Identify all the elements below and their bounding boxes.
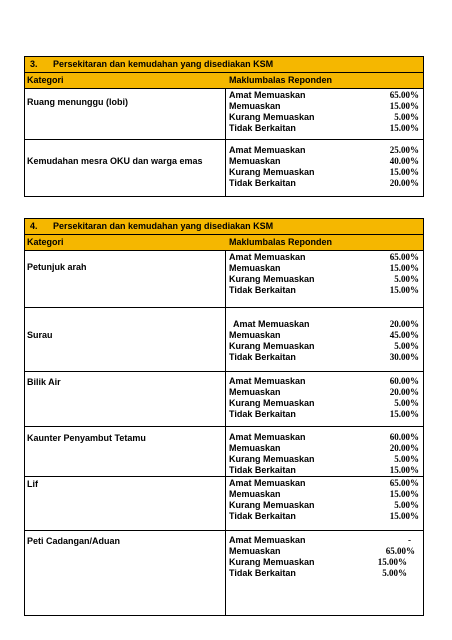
column-header-kategori: Kategori xyxy=(27,237,64,247)
category-label: Kemudahan mesra OKU dan warga emas xyxy=(27,156,203,166)
response-label: Kurang Memuaskan xyxy=(229,454,315,464)
row-separator xyxy=(25,307,423,308)
response-line xyxy=(229,465,419,476)
response-line xyxy=(229,443,419,454)
row-separator xyxy=(25,476,423,477)
response-line xyxy=(229,557,419,568)
response-value: 15.00% xyxy=(389,489,419,499)
response-group xyxy=(229,145,419,189)
response-group xyxy=(229,432,419,476)
response-label: Memuaskan xyxy=(229,387,281,397)
response-line xyxy=(229,352,419,363)
column-divider xyxy=(225,89,226,196)
column-header-bar xyxy=(25,73,423,89)
category-label: Lif xyxy=(27,479,38,489)
response-label: Memuaskan xyxy=(229,263,281,273)
column-divider xyxy=(225,251,226,615)
response-value: 65.00% xyxy=(389,90,419,100)
response-label: Tidak Berkaitan xyxy=(229,409,296,419)
response-value: 60.00% xyxy=(389,432,419,442)
response-value: 65.00% xyxy=(389,252,419,262)
response-value: 5.00% xyxy=(394,112,419,122)
response-label: Kurang Memuaskan xyxy=(229,167,315,177)
section-title-bar xyxy=(25,219,423,235)
response-line xyxy=(229,285,419,296)
section-title-bar xyxy=(25,57,423,73)
response-label: Amat Memuaskan xyxy=(229,432,306,442)
section-title: Persekitaran dan kemudahan yang disediakan KSM xyxy=(53,221,274,231)
response-line xyxy=(229,409,419,420)
response-value: 5.00% xyxy=(394,341,419,351)
response-value: 15.00% xyxy=(389,263,419,273)
response-group xyxy=(229,252,419,296)
response-group xyxy=(229,90,419,134)
response-line xyxy=(229,156,419,167)
response-label: Memuaskan xyxy=(229,489,281,499)
response-value: 15.00% xyxy=(389,409,419,419)
response-line xyxy=(229,568,419,579)
response-group xyxy=(229,319,419,363)
response-label: Tidak Berkaitan xyxy=(229,511,296,521)
response-value: 15.00% xyxy=(377,557,407,567)
section-3-table xyxy=(24,56,424,197)
response-line xyxy=(229,478,419,489)
response-label: Tidak Berkaitan xyxy=(229,285,296,295)
response-line xyxy=(229,252,419,263)
response-line xyxy=(229,319,419,330)
response-label: Amat Memuaskan xyxy=(229,145,306,155)
response-value: 15.00% xyxy=(389,285,419,295)
response-label: Amat Memuaskan xyxy=(229,90,306,100)
response-line xyxy=(229,500,419,511)
response-value: 60.00% xyxy=(389,376,419,386)
response-line xyxy=(229,101,419,112)
response-line xyxy=(229,145,419,156)
response-label: Memuaskan xyxy=(229,546,281,556)
response-label: Amat Memuaskan xyxy=(229,478,306,488)
category-label: Petunjuk arah xyxy=(27,262,87,272)
response-line xyxy=(229,546,419,557)
response-value: 40.00% xyxy=(389,156,419,166)
response-label: Memuaskan xyxy=(229,330,281,340)
response-value: 5.00% xyxy=(394,398,419,408)
column-header-maklumbalas: Maklumbalas Reponden xyxy=(229,237,333,247)
response-value: 5.00% xyxy=(394,500,419,510)
response-line xyxy=(229,263,419,274)
response-value: 30.00% xyxy=(389,352,419,362)
category-label: Kaunter Penyambut Tetamu xyxy=(27,433,146,443)
response-value: 20.00% xyxy=(389,443,419,453)
row-separator xyxy=(25,371,423,372)
response-line xyxy=(229,387,419,398)
response-value: 15.00% xyxy=(389,101,419,111)
response-value: - xyxy=(408,535,411,545)
response-line xyxy=(229,123,419,134)
response-value: 15.00% xyxy=(389,511,419,521)
category-label: Surau xyxy=(27,330,53,340)
response-group xyxy=(229,376,419,420)
response-line xyxy=(229,167,419,178)
category-label: Bilik Air xyxy=(27,377,61,387)
section-4-table xyxy=(24,218,424,616)
section-number: 4. xyxy=(30,221,38,231)
response-line xyxy=(229,274,419,285)
row-separator xyxy=(25,139,423,140)
response-label: Amat Memuaskan xyxy=(229,376,306,386)
response-value: 20.00% xyxy=(389,319,419,329)
response-value: 25.00% xyxy=(389,145,419,155)
response-label: Tidak Berkaitan xyxy=(229,352,296,362)
response-line xyxy=(229,330,419,341)
response-group xyxy=(229,478,419,522)
response-value: 15.00% xyxy=(389,123,419,133)
response-label: Memuaskan xyxy=(229,156,281,166)
response-line xyxy=(229,535,419,546)
response-label: Tidak Berkaitan xyxy=(229,568,296,578)
response-label: Kurang Memuaskan xyxy=(229,112,315,122)
response-value: 20.00% xyxy=(389,387,419,397)
response-label: Kurang Memuaskan xyxy=(229,500,315,510)
response-label: Amat Memuaskan xyxy=(233,319,310,329)
response-line xyxy=(229,341,419,352)
response-value: 65.00% xyxy=(385,546,415,556)
response-label: Memuaskan xyxy=(229,101,281,111)
response-line xyxy=(229,178,419,189)
response-group xyxy=(229,535,419,579)
column-header-bar xyxy=(25,235,423,251)
response-label: Kurang Memuaskan xyxy=(229,274,315,284)
response-label: Amat Memuaskan xyxy=(229,252,306,262)
response-label: Kurang Memuaskan xyxy=(229,398,315,408)
category-label: Peti Cadangan/Aduan xyxy=(27,536,121,546)
response-line xyxy=(229,90,419,101)
response-value: 5.00% xyxy=(394,454,419,464)
response-line xyxy=(229,489,419,500)
response-label: Kurang Memuaskan xyxy=(229,341,315,351)
response-value: 65.00% xyxy=(389,478,419,488)
response-line xyxy=(229,398,419,409)
section-title: Persekitaran dan kemudahan yang disediakan KSM xyxy=(53,59,274,69)
response-value: 15.00% xyxy=(389,465,419,475)
response-value: 15.00% xyxy=(389,167,419,177)
response-label: Tidak Berkaitan xyxy=(229,178,296,188)
response-value: 5.00% xyxy=(394,274,419,284)
row-separator xyxy=(25,426,423,427)
column-header-maklumbalas: Maklumbalas Reponden xyxy=(229,75,333,85)
response-value: 45.00% xyxy=(389,330,419,340)
response-label: Tidak Berkaitan xyxy=(229,123,296,133)
response-label: Kurang Memuaskan xyxy=(229,557,315,567)
response-line xyxy=(229,511,419,522)
row-separator xyxy=(25,530,423,531)
response-line xyxy=(229,454,419,465)
category-label: Ruang menunggu (lobi) xyxy=(27,97,128,107)
response-value: 5.00% xyxy=(382,568,407,578)
response-line xyxy=(229,376,419,387)
response-line xyxy=(229,432,419,443)
response-value: 20.00% xyxy=(389,178,419,188)
section-number: 3. xyxy=(30,59,38,69)
response-line xyxy=(229,112,419,123)
response-label: Tidak Berkaitan xyxy=(229,465,296,475)
response-label: Memuaskan xyxy=(229,443,281,453)
column-header-kategori: Kategori xyxy=(27,75,64,85)
response-label: Amat Memuaskan xyxy=(229,535,306,545)
